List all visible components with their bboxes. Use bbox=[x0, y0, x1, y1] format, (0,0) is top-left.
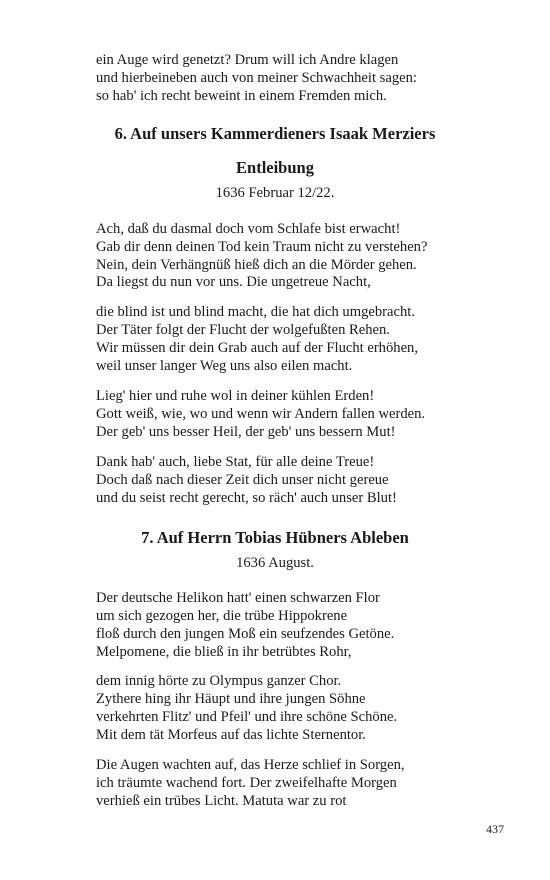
verse-line: ich träumte wachend fort. Der zweifelhafte Morgen bbox=[96, 775, 397, 791]
verse-line: Dank hab' auch, liebe Stat, für alle deine Treue! bbox=[96, 454, 375, 470]
verse-line: dem innig hörte zu Olympus ganzer Chor. bbox=[96, 673, 342, 689]
verse-line: verkehrten Flitz' und Pfeil' und ihre schöne Schöne. bbox=[96, 709, 398, 725]
verse-line: weil unser langer Weg uns also eilen macht. bbox=[96, 358, 353, 374]
poem7-date: 1636 August. bbox=[236, 555, 314, 571]
verse-line: Doch daß nach dieser Zeit dich unser nicht gereue bbox=[96, 472, 389, 488]
poem6-title-line1: 6. Auf unsers Kammerdieners Isaak Merziers bbox=[114, 124, 436, 143]
verse-line: Der Täter folgt der Flucht der wolgefußten Rehen. bbox=[96, 322, 390, 338]
verse-line: Wir müssen dir dein Grab auch auf der Flucht erhöhen, bbox=[96, 340, 418, 356]
verse-line: Da liegst du nun vor uns. Die ungetreue Nacht, bbox=[96, 274, 371, 290]
verse-line: Die Augen wachten auf, das Herze schlief in Sorgen, bbox=[96, 757, 405, 773]
verse-line: Der deutsche Helikon hatt' einen schwarzen Flor bbox=[96, 590, 380, 606]
poem7-title: 7. Auf Herrn Tobias Hübners Ableben bbox=[141, 528, 409, 547]
verse-line: Melpomene, die bließ in ihr betrübtes Rohr, bbox=[96, 644, 352, 660]
verse-line: und du seist recht gerecht, so räch' auch unser Blut! bbox=[96, 490, 397, 506]
verse-line: die blind ist und blind macht, die hat dich umgebracht. bbox=[96, 304, 415, 320]
verse-line: Zythere hing ihr Häupt und ihre jungen Söhne bbox=[96, 691, 366, 707]
verse-line: um sich gezogen her, die trübe Hippokrene bbox=[96, 608, 348, 624]
verse-line: Gott weiß, wie, wo und wenn wir Andern fallen werden. bbox=[96, 406, 426, 422]
verse-line: verhieß ein trübes Licht. Matuta war zu rot bbox=[96, 793, 347, 809]
intro-line: so hab' ich recht beweint in einem Fremden mich. bbox=[96, 88, 387, 104]
verse-line: Gab dir denn deinen Tod kein Traum nicht zu verstehen? bbox=[96, 239, 428, 255]
verse-line: floß durch den jungen Moß ein seufzendes Getöne. bbox=[96, 626, 395, 642]
verse-line: Der geb' uns besser Heil, der geb' uns bessern Mut! bbox=[96, 424, 396, 440]
intro-line: ein Auge wird genetzt? Drum will ich Andre klagen bbox=[96, 52, 399, 68]
verse-line: Ach, daß du dasmal doch vom Schlafe bist erwacht! bbox=[96, 221, 401, 237]
page-number: 437 bbox=[486, 822, 504, 836]
intro-line: und hierbeineben auch von meiner Schwachheit sagen: bbox=[96, 70, 417, 86]
verse-line: Mit dem tät Morfeus auf das lichte Sternentor. bbox=[96, 727, 366, 743]
poem6-title-line2: Entleibung bbox=[236, 158, 314, 177]
poem6-date: 1636 Februar 12/22. bbox=[215, 185, 335, 201]
verse-line: Nein, dein Verhängnüß hieß dich an die Mörder gehen. bbox=[96, 257, 417, 273]
verse-line: Lieg' hier und ruhe wol in deiner kühlen Erden! bbox=[96, 388, 375, 404]
